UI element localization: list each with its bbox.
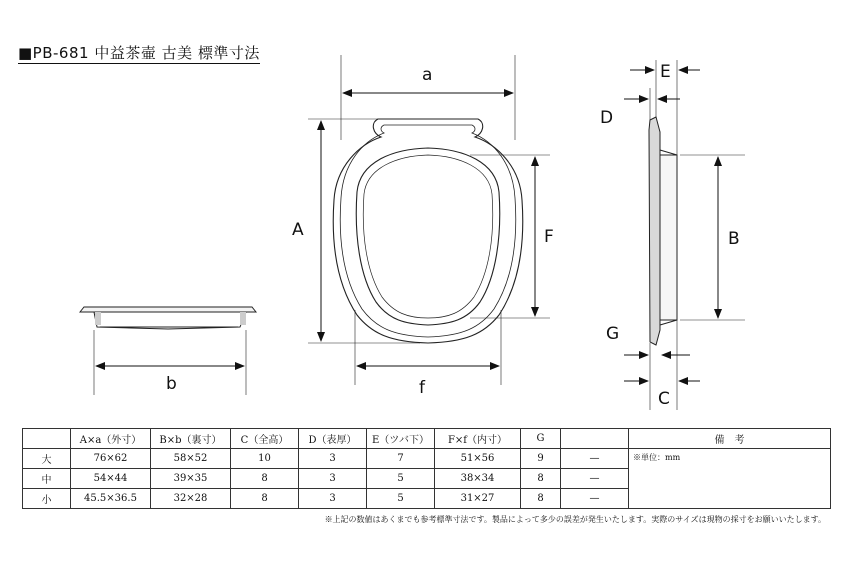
section-view-profile [649,117,677,345]
header-cell [561,429,629,449]
table-cell: 3 [299,449,367,469]
header-cell: G [521,429,561,449]
table-cell: 8 [231,489,299,509]
table-cell: 8 [521,489,561,509]
remarks-cell: ※単位：mm [629,449,831,509]
table-cell: 3 [299,489,367,509]
table-cell: — [561,469,629,489]
footnote: ※上記の数値はあくまでも参考標準寸法です。製品によって多少の誤差が発生いたします。実際のサイズは現物の採寸をお願いいたします。 [324,515,826,524]
label-b: b [166,374,177,394]
table-cell: 10 [231,449,299,469]
table-cell: 8 [231,469,299,489]
label-G: G [606,324,620,344]
header-cell: F×f（内寸） [435,429,521,449]
dimension-table [22,428,831,509]
table-cell: — [561,449,629,469]
table-cell: 31×27 [435,489,521,509]
header-cell: E（ツバ下） [367,429,435,449]
size-cell: 中 [23,469,71,489]
table-cell: 45.5×36.5 [71,489,151,509]
label-C: C [658,389,670,409]
table-cell: 38×34 [435,469,521,489]
label-f: f [419,378,425,398]
header-cell: B×b（裏寸） [151,429,231,449]
header-cell: D（表厚） [299,429,367,449]
header-cell: A×a（外寸） [71,429,151,449]
table-cell: 5 [367,469,435,489]
table-cell: 76×62 [71,449,151,469]
page-title: ■PB-681 中益茶壷 古美 標準寸法 [18,44,260,62]
header-cell [23,429,71,449]
header-cell: 備 考 [629,429,831,449]
label-F: F [544,227,554,247]
table-row [23,449,831,469]
table-cell: 32×28 [151,489,231,509]
label-A: A [292,220,304,240]
table-cell: 7 [367,449,435,469]
header-cell: C（全高） [231,429,299,449]
table-cell: 51×56 [435,449,521,469]
label-B: B [728,229,740,249]
front-view-outline [333,119,523,343]
table-header-row [23,429,831,449]
table-cell: 9 [521,449,561,469]
label-E: E [660,62,671,82]
table-cell: 54×44 [71,469,151,489]
label-D: D [600,108,614,128]
label-a: a [422,65,433,85]
table-cell: 58×52 [151,449,231,469]
table-cell: 8 [521,469,561,489]
size-cell: 大 [23,449,71,469]
table-cell: — [561,489,629,509]
table-cell: 39×35 [151,469,231,489]
table-cell: 5 [367,489,435,509]
table-cell: 3 [299,469,367,489]
size-cell: 小 [23,489,71,509]
